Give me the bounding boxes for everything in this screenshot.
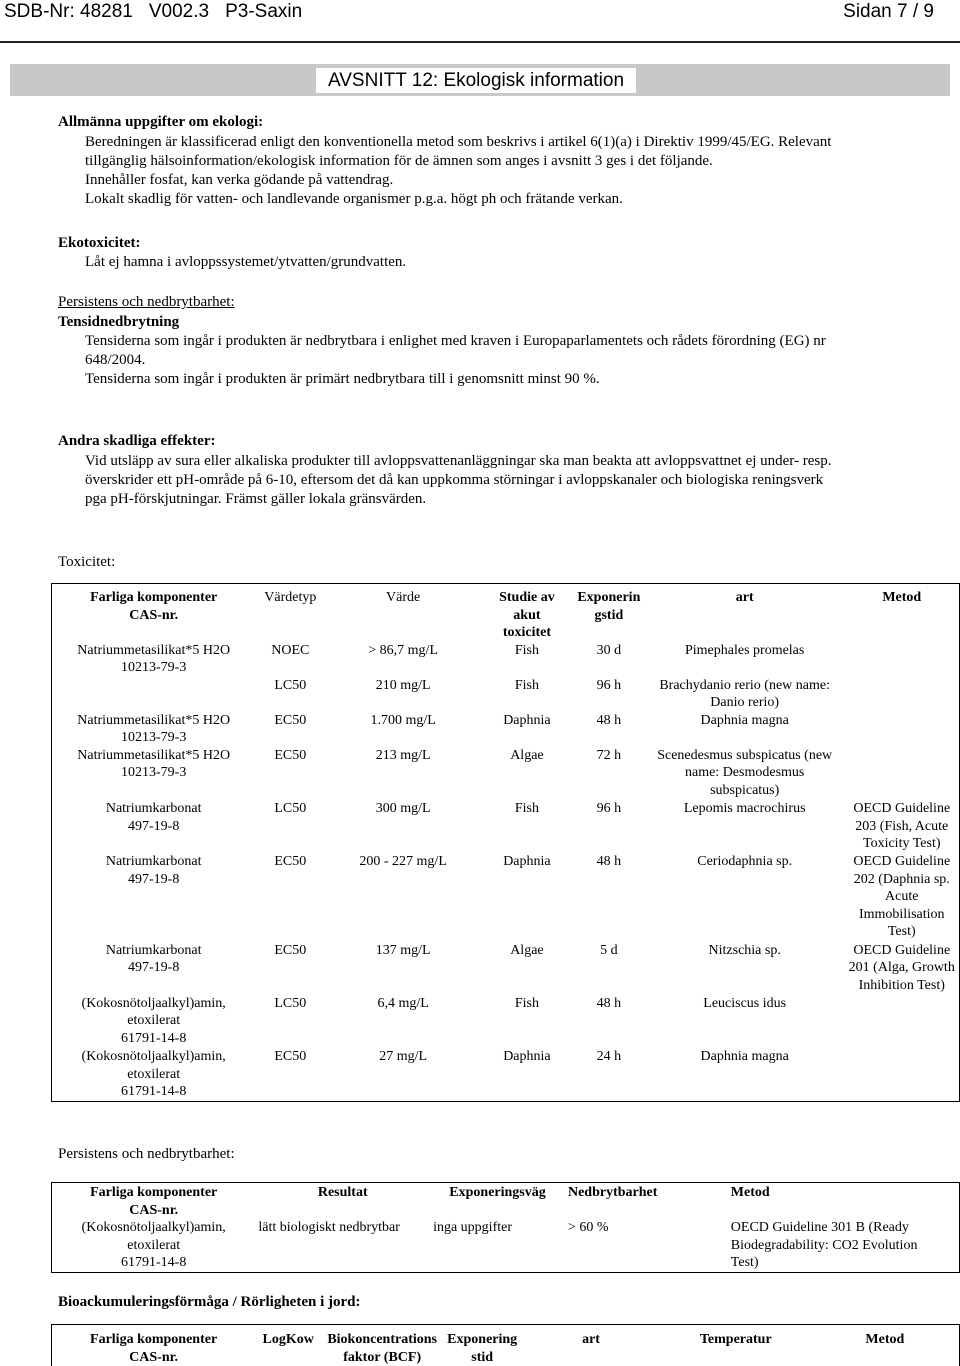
table-cell bbox=[52, 677, 256, 712]
column-header: art bbox=[735, 590, 754, 605]
table-cell: 6,4 mg/L bbox=[377, 995, 429, 1011]
table-cell: 1.700 mg/L bbox=[370, 712, 436, 728]
table-cell bbox=[845, 747, 960, 800]
table-cell: 27 mg/L bbox=[379, 1049, 428, 1065]
table-cell: inga uppgifter bbox=[433, 1220, 512, 1235]
section-title: AVSNITT 12: Ekologisk information bbox=[316, 68, 636, 93]
general-line: Beredningen är klassificerad enligt den konventionella metod som beskrivs i artikel 6(1)(a) i Direktiv 1999/45/EG. Relevant bbox=[85, 134, 832, 150]
table-cell: 213 mg/L bbox=[375, 747, 431, 763]
persistence-heading: Persistens och nedbrytbarhet: bbox=[58, 294, 235, 310]
column-header: Temperatur bbox=[699, 1332, 772, 1347]
table-row bbox=[52, 995, 960, 1048]
column-header: Värde bbox=[386, 590, 421, 605]
table-cell: > 86,7 mg/L bbox=[368, 642, 438, 658]
persistence-table bbox=[51, 1182, 960, 1273]
general-line: tillgänglig hälsoinformation/ekologisk information för de ämnen som anges i avsnitt 3 ges i det följande. bbox=[85, 153, 713, 169]
table-cell: EC50 bbox=[274, 942, 307, 958]
table-cell: Nitzschia sp. bbox=[708, 942, 781, 958]
header-left bbox=[4, 1, 318, 23]
table-cell: Lepomis macrochirus bbox=[683, 801, 806, 817]
page-header bbox=[0, 0, 960, 24]
table-cell: 24 h bbox=[596, 1049, 622, 1065]
general-line: Lokalt skadlig för vatten- och landlevande organismer p.g.a. högt ph och frätande verkan. bbox=[85, 191, 623, 207]
table-row bbox=[52, 1219, 960, 1272]
table-row bbox=[52, 712, 960, 747]
column-header: Exponerin gstid bbox=[577, 590, 641, 623]
table-cell: Daphnia magna bbox=[700, 712, 789, 728]
column-header: Resultat bbox=[317, 1185, 368, 1200]
header-divider bbox=[0, 41, 960, 43]
table-cell: (Kokosnötoljaalkyl)amin, etoxilerat 61791-14-8 bbox=[81, 995, 226, 1046]
table-cell bbox=[845, 1048, 960, 1101]
table-cell: 96 h bbox=[596, 801, 622, 817]
table-row bbox=[52, 677, 960, 712]
ecotox-text: Låt ej hamna i avloppssystemet/ytvatten/grundvatten. bbox=[85, 254, 407, 270]
table-cell: > 60 % bbox=[567, 1220, 609, 1235]
table-cell: Fish bbox=[514, 995, 539, 1011]
table-cell: 210 mg/L bbox=[375, 677, 431, 693]
table-row bbox=[52, 642, 960, 677]
table-cell: Daphnia bbox=[503, 1049, 551, 1065]
persistence-table-heading: Persistens och nedbrytbarhet: bbox=[58, 1146, 235, 1162]
section-banner bbox=[10, 64, 950, 96]
table-cell: OECD Guideline 201 (Alga, Growth Inhibition Test) bbox=[848, 942, 955, 993]
table-row bbox=[52, 747, 960, 800]
column-header: Exponering stid bbox=[447, 1332, 518, 1365]
table-cell: (Kokosnötoljaalkyl)amin, etoxilerat 61791-14-8 bbox=[81, 1049, 226, 1100]
table-cell: Leuciscus idus bbox=[703, 995, 787, 1011]
table-cell: Natriummetasilikat*5 H2O 10213-79-3 bbox=[77, 642, 231, 675]
other-effects-line: pga pH-förskjutningar. Främst gäller lokala gränsvärden. bbox=[85, 491, 427, 507]
table-cell: LC50 bbox=[274, 801, 307, 817]
table-cell: EC50 bbox=[274, 747, 307, 763]
table-cell: Natriumkarbonat 497-19-8 bbox=[105, 942, 202, 976]
table-cell: EC50 bbox=[274, 712, 307, 728]
general-heading: Allmänna uppgifter om ekologi: bbox=[58, 114, 264, 130]
table-header-row bbox=[52, 584, 960, 642]
general-text bbox=[85, 133, 831, 209]
table-row bbox=[52, 800, 960, 853]
table-cell: Ceriodaphnia sp. bbox=[697, 854, 793, 870]
table-cell: OECD Guideline 203 (Fish, Acute Toxicity Test) bbox=[853, 801, 951, 852]
table-cell: 200 - 227 mg/L bbox=[359, 854, 447, 870]
table-cell: 96 h bbox=[596, 677, 622, 693]
table-cell: LC50 bbox=[274, 677, 307, 693]
persistence-text bbox=[85, 332, 826, 389]
table-cell: Algae bbox=[510, 942, 544, 958]
table-cell bbox=[845, 712, 960, 747]
column-header: Exponeringsväg bbox=[449, 1185, 546, 1200]
column-header: Metod bbox=[865, 1332, 905, 1347]
table-cell: Fish bbox=[514, 801, 539, 817]
table-cell: Algae bbox=[510, 747, 544, 763]
version: V002.3 bbox=[148, 1, 210, 22]
column-header: art bbox=[582, 1332, 600, 1347]
table-cell: Natriummetasilikat*5 H2O 10213-79-3 bbox=[77, 747, 231, 781]
table-cell: 48 h bbox=[596, 995, 622, 1011]
table-row bbox=[52, 853, 960, 941]
table-cell: Daphnia bbox=[503, 712, 551, 728]
other-effects-heading: Andra skadliga effekter: bbox=[58, 433, 216, 449]
column-header: Metod bbox=[882, 590, 922, 605]
other-effects-line: överskrider ett pH-område på 6-10, eftersom det då kan uppkomma störningar i avloppskanaler och biologiska reningsverk bbox=[85, 472, 824, 488]
table-cell: Natriummetasilikat*5 H2O 10213-79-3 bbox=[77, 712, 231, 746]
table-cell: 30 d bbox=[596, 642, 622, 658]
column-header: Studie av akut toxicitet bbox=[499, 590, 555, 640]
persistence-line: Tensiderna som ingår i produkten är nedbrytbara i enlighet med kraven i Europaparlamentets och rådets förordning (EG) nr bbox=[85, 333, 826, 349]
table-cell: OECD Guideline 301 B (Ready Biodegradability: CO2 Evolution Test) bbox=[730, 1220, 918, 1270]
column-header: Värdetyp bbox=[264, 590, 317, 605]
persistence-line: 648/2004. bbox=[85, 352, 146, 368]
table-cell: EC50 bbox=[274, 854, 307, 870]
toxicity-heading: Toxicitet: bbox=[58, 554, 116, 570]
table-cell: Natriumkarbonat 497-19-8 bbox=[105, 801, 202, 834]
table-cell: EC50 bbox=[274, 1049, 307, 1065]
column-header: Farliga komponenter CAS-nr. bbox=[90, 1185, 218, 1218]
table-cell: 300 mg/L bbox=[375, 801, 431, 817]
table-cell: OECD Guideline 202 (Daphnia sp. Acute Immobilisation Test) bbox=[853, 854, 951, 940]
table-row bbox=[52, 942, 960, 995]
table-row bbox=[52, 1048, 960, 1101]
column-header: Farliga komponenter CAS-nr. bbox=[90, 590, 218, 623]
table-cell: 48 h bbox=[596, 854, 622, 870]
table-cell: Natriumkarbonat 497-19-8 bbox=[105, 854, 202, 887]
bioaccumulation-table bbox=[51, 1324, 960, 1366]
sdb-number: SDB-Nr: 48281 bbox=[4, 1, 133, 22]
table-cell: Pimephales promelas bbox=[684, 642, 805, 658]
table-cell bbox=[845, 995, 960, 1048]
table-cell: Brachydanio rerio (new name: Danio rerio) bbox=[659, 677, 830, 711]
page-number: Sidan 7 / 9 bbox=[843, 1, 934, 22]
table-cell: LC50 bbox=[274, 995, 307, 1011]
toxicity-table bbox=[51, 583, 960, 1102]
table-cell: Fish bbox=[514, 677, 539, 693]
table-cell bbox=[845, 642, 960, 677]
column-header: Metod bbox=[730, 1185, 770, 1200]
ecotox-heading: Ekotoxicitet: bbox=[58, 235, 141, 251]
table-cell: 48 h bbox=[596, 712, 622, 728]
table-cell: NOEC bbox=[271, 642, 310, 658]
table-cell: Daphnia magna bbox=[700, 1049, 789, 1065]
other-effects-text bbox=[85, 452, 831, 509]
table-cell: lätt biologiskt nedbrytbar bbox=[258, 1220, 400, 1235]
other-effects-line: Vid utsläpp av sura eller alkaliska produkter till avloppsvattenanläggningar ska man beakta att avloppsvattnet ej under- resp. bbox=[85, 453, 832, 469]
table-cell: Scenedesmus subspicatus (new name: Desmodesmus subspicatus) bbox=[657, 747, 833, 798]
toxicity-table-body bbox=[52, 642, 960, 1102]
product-name: P3-Saxin bbox=[225, 1, 303, 22]
column-header: Farliga komponenter CAS-nr. bbox=[90, 1332, 218, 1365]
table-cell: 137 mg/L bbox=[375, 942, 431, 958]
persistence-subheading: Tensidnedbrytning bbox=[58, 314, 180, 330]
persistence-line: Tensiderna som ingår i produkten är primärt nedbrytbara till i genomsnitt minst 90 %. bbox=[85, 371, 600, 387]
table-cell: 72 h bbox=[596, 747, 622, 763]
table-cell: (Kokosnötoljaalkyl)amin, etoxilerat 61791-14-8 bbox=[81, 1220, 226, 1270]
table-cell: Daphnia bbox=[503, 854, 551, 870]
table-cell: 5 d bbox=[600, 942, 618, 958]
table-header-row bbox=[52, 1183, 960, 1220]
general-line: Innehåller fosfat, kan verka gödande på vattendrag. bbox=[85, 172, 394, 188]
table-header-row bbox=[52, 1325, 960, 1366]
bioaccumulation-heading: Bioackumuleringsförmåga / Rörligheten i jord: bbox=[58, 1294, 361, 1310]
column-header: Biokoncentrations faktor (BCF) bbox=[327, 1332, 438, 1365]
table-cell: Fish bbox=[514, 642, 539, 658]
column-header: Nedbrytbarhet bbox=[567, 1185, 658, 1200]
table-cell bbox=[845, 677, 960, 712]
column-header: LogKow bbox=[262, 1332, 314, 1347]
